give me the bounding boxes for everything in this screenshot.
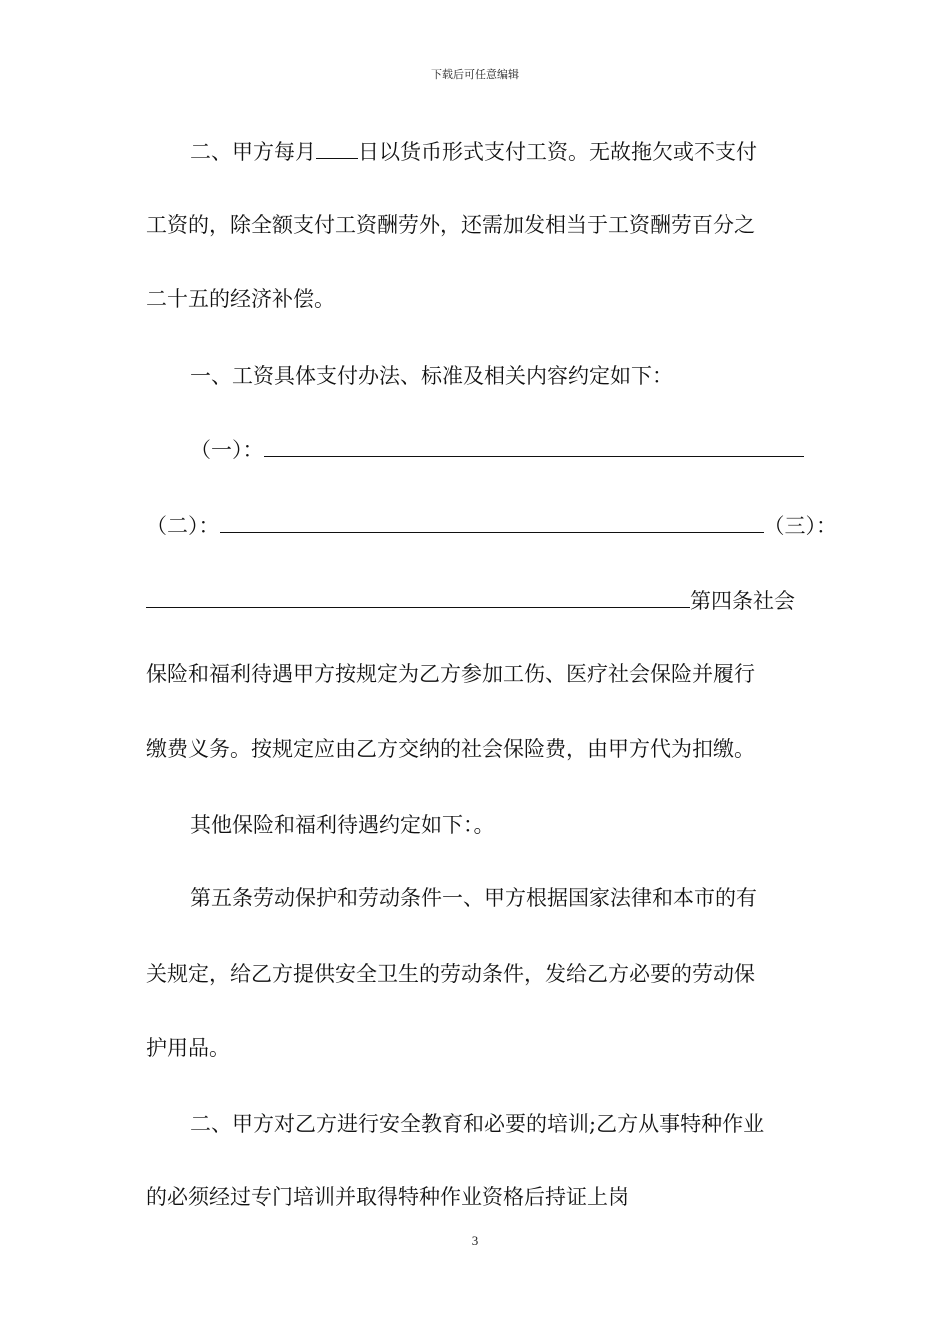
paragraph-line xyxy=(146,138,852,166)
line-text: 二、甲方每月 xyxy=(190,140,316,164)
page-number: 3 xyxy=(471,1233,479,1248)
fill-blank xyxy=(220,512,764,533)
page-header: 下载后可任意编辑 xyxy=(431,68,519,81)
paragraph-line: 二十五的经济补偿。 xyxy=(146,287,335,311)
line-text: （二）： xyxy=(146,514,220,538)
paragraph-line: 缴费义务。按规定应由乙方交纳的社会保险费，由甲方代为扣缴。 xyxy=(146,737,755,761)
line-text: （三）： xyxy=(763,514,837,538)
paragraph-line: 其他保险和福利待遇约定如下：。 xyxy=(190,813,495,837)
line-text: （一）： xyxy=(190,438,264,462)
paragraph-line: 工资的，除全额支付工资酬劳外，还需加发相当于工资酬劳百分之 xyxy=(146,213,755,237)
line-text: 第四条社会 xyxy=(690,589,795,613)
paragraph-line: 保险和福利待遇甲方按规定为乙方参加工伤、医疗社会保险并履行 xyxy=(146,662,755,686)
paragraph-line xyxy=(146,512,837,540)
paragraph-line: 一、工资具体支付办法、标准及相关内容约定如下： xyxy=(190,364,673,388)
paragraph-line: 第五条劳动保护和劳动条件一、甲方根据国家法律和本市的有 xyxy=(190,886,757,910)
paragraph-line xyxy=(146,587,808,615)
paragraph-line xyxy=(146,436,808,464)
paragraph-line: 的必须经过专门培训并取得特种作业资格后持证上岗 xyxy=(146,1185,629,1209)
paragraph-line: 二、甲方对乙方进行安全教育和必要的培训;乙方从事特种作业 xyxy=(190,1112,765,1136)
paragraph-line: 关规定，给乙方提供安全卫生的劳动条件，发给乙方必要的劳动保 xyxy=(146,962,755,986)
fill-blank xyxy=(316,138,358,159)
line-text: 日以货币形式支付工资。无故拖欠或不支付 xyxy=(358,140,757,164)
fill-blank xyxy=(146,587,690,608)
fill-blank xyxy=(264,436,804,457)
paragraph-line: 护用品。 xyxy=(146,1036,230,1060)
